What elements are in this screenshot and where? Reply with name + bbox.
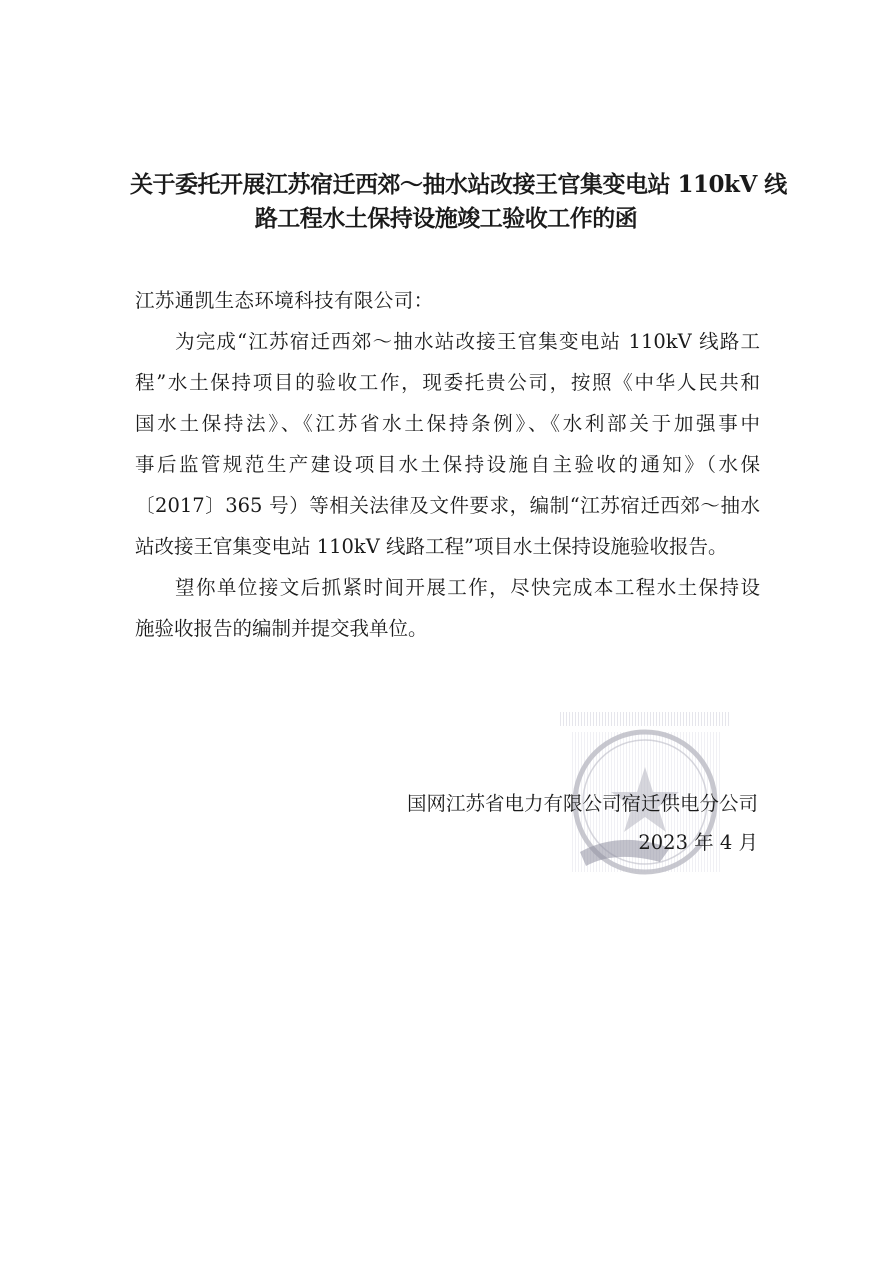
title-line-1: 关于委托开展江苏宿迁西郊～抽水站改接王官集变电站 110kV 线 [130,171,787,198]
title-line-2: 路工程水土保持设施竣工验收工作的函 [254,205,638,232]
body-line: 国水土保持法》、《江苏省水土保持条例》、《水利部关于加强事中 [135,412,760,435]
body-line: 为完成“江苏宿迁西郊～抽水站改接王官集变电站 110kV 线路工 [175,330,760,353]
body-line: 施验收报告的编制并提交我单位。 [135,617,428,640]
body-line: 程”水土保持项目的验收工作，现委托贵公司，按照《中华人民共和 [135,371,760,394]
letter-body [135,324,760,652]
body-line: 望你单位接文后抓紧时间开展工作，尽快完成本工程水土保持设 [175,576,760,599]
body-line: 〔2017〕365 号）等相关法律及文件要求，编制“江苏宿迁西郊～抽水 [135,494,760,517]
body-line: 事后监管规范生产建设项目水土保持设施自主验收的通知》（水保 [135,453,760,476]
body-line: 站改接王官集变电站 110kV 线路工程”项目水土保持设施验收报告。 [135,535,728,558]
signing-date: 2023 年 4 月 [638,831,758,854]
document-title [130,168,787,236]
salutation: 江苏通凯生态环境科技有限公司： [135,289,434,312]
signing-organization: 国网江苏省电力有限公司宿迁供电分公司 [406,792,758,815]
